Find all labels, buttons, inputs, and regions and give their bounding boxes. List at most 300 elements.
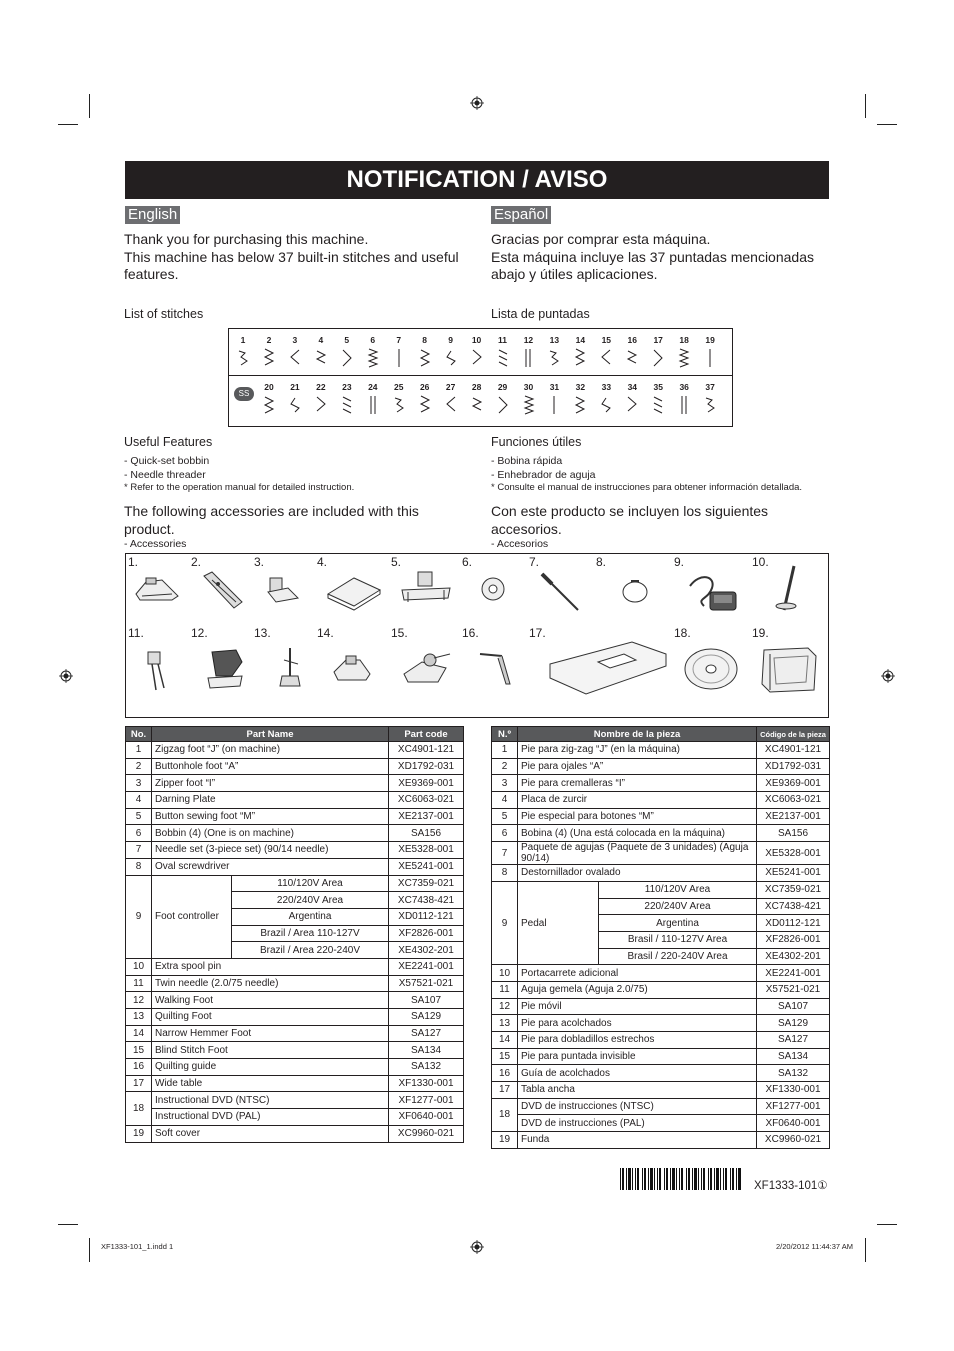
buttonhole-foot-icon <box>198 570 246 610</box>
part-no: 5 <box>492 808 518 825</box>
spanish-tag: Español <box>491 206 551 224</box>
stitch-pattern-icon <box>651 393 665 417</box>
stitch-cell <box>259 382 279 417</box>
barcode-bar <box>650 1168 653 1190</box>
part-no: 13 <box>126 1009 152 1026</box>
area-name: Brasil / 110-127V Area <box>599 931 757 948</box>
table-row <box>492 965 830 982</box>
stitch-cell <box>285 335 305 370</box>
spanish-intro-line: Gracias por comprar esta máquina. <box>491 231 711 247</box>
part-name: Instructional DVD (NTSC) <box>152 1092 389 1109</box>
stitch-cell <box>596 335 616 370</box>
barcode-bar <box>686 1168 687 1190</box>
stitch-pattern-icon <box>599 393 613 417</box>
table-row <box>492 981 830 998</box>
oval-screwdriver-icon <box>620 576 650 606</box>
part-no: 2 <box>492 758 518 775</box>
part-code: XD1792-031 <box>757 758 830 775</box>
table-row <box>126 1075 464 1092</box>
stitch-cell <box>519 382 539 417</box>
table-row <box>492 1015 830 1032</box>
stitch-pattern-icon <box>366 346 380 370</box>
accessory-number: 16. <box>462 626 479 640</box>
barcode-bar <box>672 1168 675 1190</box>
stitch-cell <box>544 382 564 417</box>
instructional-dvd-icon <box>682 646 740 692</box>
spanish-accessories-label: - Accesorios <box>491 538 549 550</box>
area-name: Argentina <box>232 908 389 925</box>
barcode-bar <box>648 1168 649 1190</box>
table-row <box>126 742 464 759</box>
table-row <box>492 825 830 842</box>
accessory-number: 2. <box>191 555 202 569</box>
part-code: X57521-021 <box>389 975 464 992</box>
part-name: Bobbin (4) (One is on machine) <box>152 825 389 842</box>
table-row <box>126 1025 464 1042</box>
part-code: XE4302-201 <box>757 948 830 965</box>
stitch-cell <box>570 382 590 417</box>
barcode-bar <box>628 1168 631 1190</box>
part-no: 4 <box>492 792 518 809</box>
table-row <box>126 842 464 859</box>
part-name: Button sewing foot “M” <box>152 808 389 825</box>
table-row <box>126 992 464 1009</box>
part-code: XE2241-001 <box>757 965 830 982</box>
stitch-cell <box>700 335 720 370</box>
table-row <box>492 881 830 898</box>
table-row <box>126 958 464 975</box>
part-name: Pie para cremalleras “I” <box>518 775 757 792</box>
part-code: SA127 <box>389 1025 464 1042</box>
barcode-bar <box>736 1168 737 1190</box>
part-code: XE4302-201 <box>389 942 464 959</box>
stitch-number: 19 <box>705 335 715 345</box>
table-row <box>126 858 464 875</box>
stitch-cell <box>570 335 590 370</box>
registration-mark-icon <box>470 96 484 110</box>
stitch-cell <box>259 335 279 370</box>
part-no: 9 <box>492 881 518 964</box>
stitch-cell <box>337 382 357 417</box>
part-no: 19 <box>492 1132 518 1149</box>
barcode-bar <box>635 1168 636 1190</box>
part-no: 14 <box>126 1025 152 1042</box>
part-code: XC9960-021 <box>757 1132 830 1149</box>
barcode-bar <box>725 1168 727 1190</box>
part-code: SA156 <box>757 825 830 842</box>
stitch-pattern-icon <box>288 346 302 370</box>
barcode-bar <box>714 1168 715 1190</box>
stitch-cell <box>441 382 461 417</box>
barcode-bar <box>708 1168 709 1190</box>
stitch-number: 29 <box>497 382 508 392</box>
barcode-bar <box>732 1168 734 1190</box>
stitch-number: 2 <box>266 335 272 345</box>
table-row <box>492 1032 830 1049</box>
stitch-cell <box>622 382 642 417</box>
part-no: 1 <box>492 742 518 759</box>
walking-foot-icon <box>202 646 250 692</box>
table-row <box>492 1048 830 1065</box>
accessory-number: 1. <box>128 555 139 569</box>
barcode-bar <box>716 1168 719 1190</box>
part-name: Pie para ojales “A” <box>518 758 757 775</box>
part-no: 7 <box>126 842 152 859</box>
stitch-number: 26 <box>419 382 430 392</box>
part-code: XC7438-421 <box>757 898 830 915</box>
table-row <box>126 1109 464 1126</box>
part-code: XF1277-001 <box>389 1092 464 1109</box>
stitch-cell <box>493 382 513 417</box>
stitch-pattern-icon <box>496 346 510 370</box>
part-code: SA129 <box>389 1009 464 1026</box>
stitch-number: 8 <box>422 335 427 345</box>
barcode-bar <box>730 1168 731 1190</box>
part-no: 6 <box>492 825 518 842</box>
spanish-feature: - Enhebrador de aguja <box>491 469 596 481</box>
stitch-number: 21 <box>290 382 300 392</box>
spanish-intro-line: Esta máquina incluye las 37 puntadas mencionadas abajo y útiles aplicaciones. <box>491 248 814 282</box>
table-row <box>492 742 830 759</box>
part-code: XE9369-001 <box>757 775 830 792</box>
barcode-bar <box>644 1168 646 1190</box>
part-code: XE2137-001 <box>389 808 464 825</box>
part-code: SA107 <box>389 992 464 1009</box>
stitch-pattern-icon <box>392 393 406 417</box>
stitch-pattern-icon <box>573 346 587 370</box>
stitch-pattern-icon <box>599 346 613 370</box>
stitch-number: 7 <box>396 335 402 345</box>
stitch-cell <box>363 382 383 417</box>
barcode-bar <box>698 1168 699 1190</box>
stitch-pattern-icon <box>625 346 639 370</box>
part-code: XE2137-001 <box>757 808 830 825</box>
part-name: DVD de instrucciones (PAL) <box>518 1115 757 1132</box>
part-name: Pie para acolchados <box>518 1015 757 1032</box>
stitch-cell <box>389 335 409 370</box>
table-header: Part code <box>389 727 464 742</box>
accessory-number: 9. <box>674 555 685 569</box>
part-name: Buttonhole foot “A” <box>152 758 389 775</box>
stitch-cell <box>233 335 253 370</box>
stitch-cell <box>441 335 461 370</box>
part-no: 8 <box>126 858 152 875</box>
part-code: XD0112-121 <box>389 908 464 925</box>
button-sewing-foot-icon <box>398 570 454 610</box>
stitch-cell <box>700 382 720 417</box>
part-no: 3 <box>126 775 152 792</box>
part-code: XF2826-001 <box>389 925 464 942</box>
stitch-pattern-icon <box>288 393 302 417</box>
stitch-pattern-icon <box>470 393 484 417</box>
part-no: 15 <box>492 1048 518 1065</box>
table-row <box>126 825 464 842</box>
part-code: XC7359-021 <box>757 881 830 898</box>
part-no: 14 <box>492 1032 518 1049</box>
part-name: Bobina (4) (Una está colocada en la máquina) <box>518 825 757 842</box>
barcode-bar <box>676 1168 677 1190</box>
stitch-pattern-icon <box>444 393 458 417</box>
part-no: 3 <box>492 775 518 792</box>
stitch-number: 25 <box>394 382 404 392</box>
part-name: Pedal <box>518 881 599 964</box>
part-code: SA134 <box>389 1042 464 1059</box>
part-name: Quilting guide <box>152 1059 389 1076</box>
stitch-number: 12 <box>523 335 534 345</box>
area-name: Brazil / Area 110-127V <box>232 925 389 942</box>
spanish-accessories-intro: Con este producto se incluyen los siguientes accesorios. <box>491 503 769 537</box>
stitch-number: 3 <box>292 335 298 345</box>
part-code: XD1792-031 <box>389 758 464 775</box>
part-no: 7 <box>492 842 518 865</box>
barcode-bar <box>622 1168 624 1190</box>
part-no: 11 <box>492 981 518 998</box>
parts-table-english <box>125 726 464 1143</box>
crop-mark <box>89 94 90 118</box>
footer-file: XF1333-101_1.indd 1 <box>101 1242 174 1251</box>
soft-cover-icon <box>758 642 820 696</box>
stitch-pattern-icon <box>418 346 432 370</box>
wide-table-icon <box>546 638 670 700</box>
stitch-cell <box>544 335 564 370</box>
part-name: Quilting Foot <box>152 1009 389 1026</box>
stitch-chart-divider <box>229 375 732 376</box>
crop-mark <box>865 1238 866 1262</box>
part-code: SA156 <box>389 825 464 842</box>
part-no: 12 <box>126 992 152 1009</box>
crop-mark <box>58 124 78 125</box>
part-code: XC9960-021 <box>389 1125 464 1142</box>
part-code: SA132 <box>389 1059 464 1076</box>
crop-mark <box>89 1238 90 1262</box>
part-name: Aguja gemela (Aguja 2.0/75) <box>518 981 757 998</box>
registration-mark-icon <box>881 669 895 683</box>
spanish-list-label: Lista de puntadas <box>491 307 590 321</box>
accessory-number: 4. <box>317 555 328 569</box>
english-accessories-intro: The following accessories are included with this product. <box>124 503 419 537</box>
part-code: XF0640-001 <box>389 1109 464 1126</box>
parts-table-spanish <box>491 726 830 1149</box>
stitch-pattern-icon <box>340 393 354 417</box>
stitch-number: 18 <box>679 335 689 345</box>
stitch-number: 20 <box>264 382 274 392</box>
english-intro-line: Thank you for purchasing this machine. <box>124 231 369 247</box>
stitch-cell <box>648 335 668 370</box>
stitch-number: 9 <box>448 335 453 345</box>
table-row <box>492 998 830 1015</box>
stitch-number: 33 <box>601 382 612 392</box>
stitch-number: 11 <box>498 335 507 345</box>
part-code: SA127 <box>757 1032 830 1049</box>
stitch-pattern-icon <box>262 346 276 370</box>
barcode-bar <box>710 1168 712 1190</box>
table-header: Nombre de la pieza <box>518 727 757 742</box>
accessory-number: 19. <box>752 626 769 640</box>
accessory-number: 8. <box>596 555 607 569</box>
blind-stitch-foot-icon <box>398 648 452 690</box>
barcode-bar <box>694 1168 697 1190</box>
table-row <box>492 1098 830 1115</box>
bobbin-icon <box>478 574 508 604</box>
barcode-bar <box>664 1168 665 1190</box>
part-name: Zigzag foot “J” (on machine) <box>152 742 389 759</box>
stitch-pattern-icon <box>314 393 328 417</box>
part-name: Funda <box>518 1132 757 1149</box>
table-row <box>126 775 464 792</box>
table-row <box>126 1092 464 1109</box>
part-code: XF1277-001 <box>757 1098 830 1115</box>
barcode-icon <box>620 1168 744 1190</box>
barcode-bar <box>626 1168 627 1190</box>
ss-badge: SS <box>234 387 254 401</box>
part-name: Extra spool pin <box>152 958 389 975</box>
stitch-number: 23 <box>342 382 352 392</box>
stitch-pattern-icon <box>547 346 561 370</box>
part-name: Oval screwdriver <box>152 858 389 875</box>
part-code: SA134 <box>757 1048 830 1065</box>
stitch-pattern-icon <box>236 346 250 370</box>
stitch-pattern-icon <box>340 346 354 370</box>
stitch-cell <box>389 382 409 417</box>
part-code: XE9369-001 <box>389 775 464 792</box>
part-name: Placa de zurcir <box>518 792 757 809</box>
stitch-number: 31 <box>549 382 560 392</box>
barcode-bar <box>681 1168 683 1190</box>
stitch-number: 32 <box>575 382 586 392</box>
part-no: 8 <box>492 865 518 882</box>
part-no: 19 <box>126 1125 152 1142</box>
part-name: Foot controller <box>152 875 232 958</box>
part-code: XE5241-001 <box>757 865 830 882</box>
registration-mark-icon <box>59 669 73 683</box>
barcode-bar <box>637 1168 639 1190</box>
area-name: Brazil / Area 220-240V <box>232 942 389 959</box>
part-no: 6 <box>126 825 152 842</box>
table-row <box>492 1132 830 1149</box>
stitch-pattern-icon <box>547 393 561 417</box>
part-name: Blind Stitch Foot <box>152 1042 389 1059</box>
barcode-bar <box>701 1168 702 1190</box>
part-no: 16 <box>126 1059 152 1076</box>
part-code: XC6063-021 <box>389 792 464 809</box>
barcode-bar <box>632 1168 633 1190</box>
table-row <box>126 975 464 992</box>
foot-controller-icon <box>686 568 742 616</box>
stitch-number: 13 <box>549 335 560 345</box>
stitch-pattern-icon <box>573 393 587 417</box>
part-name: Darning Plate <box>152 792 389 809</box>
stitch-cell <box>622 335 642 370</box>
spanish-intro <box>491 231 836 284</box>
table-row <box>126 875 464 892</box>
page-title: NOTIFICATION / AVISO <box>125 161 829 199</box>
stitch-cell <box>674 335 694 370</box>
stitch-pattern-icon <box>703 393 717 417</box>
quilting-foot-icon <box>276 646 306 694</box>
part-code: SA129 <box>757 1015 830 1032</box>
part-no: 11 <box>126 975 152 992</box>
spanish-features-note: * Consulte el manual de instrucciones para obtener información detallada. <box>491 482 803 493</box>
part-no: 13 <box>492 1015 518 1032</box>
stitch-cell <box>674 382 694 417</box>
stitch-pattern-icon <box>496 393 510 417</box>
stitch-number: 35 <box>653 382 663 392</box>
spanish-features-title: Funciones útiles <box>491 435 582 449</box>
stitch-number: 1 <box>240 335 246 345</box>
table-row <box>126 1009 464 1026</box>
barcode-bar <box>620 1168 621 1190</box>
english-feature: - Quick-set bobbin <box>124 455 210 467</box>
stitch-chart <box>228 328 733 427</box>
barcode-bar <box>723 1168 724 1190</box>
part-no: 17 <box>492 1082 518 1099</box>
darning-plate-icon <box>324 572 384 612</box>
stitch-number: 30 <box>523 382 534 392</box>
barcode-bar <box>692 1168 693 1190</box>
footer-timestamp: 2/20/2012 11:44:37 AM <box>776 1242 854 1251</box>
stitch-number: 4 <box>318 335 324 345</box>
english-list-label: List of stitches <box>124 307 204 321</box>
crop-mark <box>865 94 866 118</box>
part-no: 18 <box>492 1098 518 1131</box>
barcode-bar <box>720 1168 721 1190</box>
part-code: XE2241-001 <box>389 958 464 975</box>
table-row <box>126 1059 464 1076</box>
table-header: No. <box>126 727 152 742</box>
table-row <box>492 865 830 882</box>
english-accessories-label: - Accessories <box>124 538 187 550</box>
zigzag-foot-icon <box>132 572 182 606</box>
part-name: Instructional DVD (PAL) <box>152 1109 389 1126</box>
part-name: Zipper foot “I” <box>152 775 389 792</box>
part-name: Needle set (3-piece set) (90/14 needle) <box>152 842 389 859</box>
part-no: 4 <box>126 792 152 809</box>
stitch-number: 28 <box>471 382 482 392</box>
part-no: 15 <box>126 1042 152 1059</box>
part-name: Walking Foot <box>152 992 389 1009</box>
accessory-number: 5. <box>391 555 402 569</box>
part-no: 2 <box>126 758 152 775</box>
part-name: Destornillador ovalado <box>518 865 757 882</box>
stitch-pattern-icon <box>522 393 536 417</box>
part-name: Pie especial para botones “M” <box>518 808 757 825</box>
table-row <box>126 792 464 809</box>
barcode-bar <box>642 1168 643 1190</box>
stitch-pattern-icon <box>366 393 380 417</box>
table-row <box>126 1042 464 1059</box>
part-code: XD0112-121 <box>757 915 830 932</box>
barcode-bar <box>666 1168 668 1190</box>
part-code: XF2826-001 <box>757 931 830 948</box>
stitch-pattern-icon <box>625 393 639 417</box>
part-name: Twin needle (2.0/75 needle) <box>152 975 389 992</box>
part-code: XC7359-021 <box>389 875 464 892</box>
barcode-bar <box>679 1168 680 1190</box>
part-name: Wide table <box>152 1075 389 1092</box>
stitch-pattern-icon <box>444 346 458 370</box>
table-row <box>492 792 830 809</box>
area-name: 110/120V Area <box>599 881 757 898</box>
part-code: XE5328-001 <box>757 842 830 865</box>
part-name: Pie para dobladillos estrechos <box>518 1032 757 1049</box>
english-intro-line: This machine has below 37 built-in stitches and useful features. <box>124 248 459 282</box>
part-no: 9 <box>126 875 152 958</box>
accessory-number: 17. <box>529 626 546 640</box>
part-name: Portacarrete adicional <box>518 965 757 982</box>
part-code: XC4901-121 <box>389 742 464 759</box>
barcode-bar <box>657 1168 658 1190</box>
barcode-bar <box>654 1168 655 1190</box>
